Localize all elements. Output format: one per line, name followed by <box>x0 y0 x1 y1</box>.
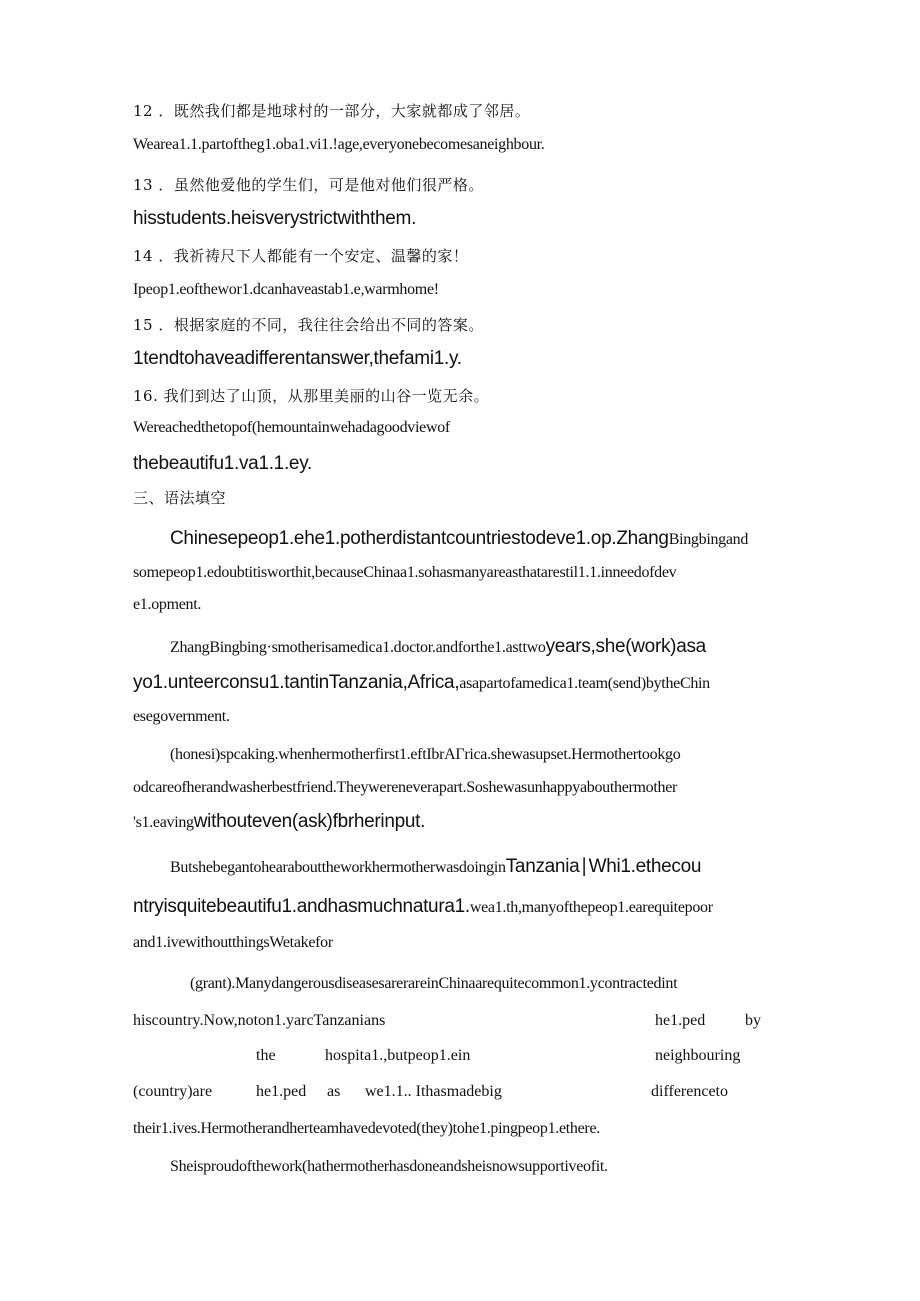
item-14-chinese: 14 ．我祈祷尺下人都能有一个安定、温馨的家！ <box>133 247 469 265</box>
item-16-english-line-1: Wereachedthetopof(hemountainwehadagoodviewof <box>133 419 450 436</box>
item-15-chinese: 15 ．根据家庭的不同，我往往会给出不同的答案。 <box>133 316 484 334</box>
paragraph-5-line-3-part-a: the <box>256 1047 276 1064</box>
item-13-chinese: 13 ．虽然他爱他的学生们，可是他对他们很严格。 <box>133 176 484 194</box>
paragraph-1-line-2: somepeop1.edoubtitisworthit,becauseChinaa1.sohasmanyareasthatarestil1.1.inneedofdev <box>133 564 677 581</box>
paragraph-5-line-4-part-a: (country)are <box>133 1083 213 1100</box>
paragraph-1-line-1-small: Bingbingand <box>668 531 749 548</box>
paragraph-2-line-1-small: ZhangBingbing·smotherisamedica1.doctor.andforthe1.asttwo <box>170 639 546 656</box>
paragraph-5-line-3-part-b: hospita1.,butpeop1.ein <box>325 1047 471 1064</box>
paragraph-4-line-1-large: Tanzania∣Whi1.ethecou <box>505 856 702 877</box>
paragraph-2-line-3: esegovernment. <box>133 708 230 725</box>
paragraph-2-line-1 <box>170 636 706 658</box>
paragraph-5-line-4-part-e: differenceto <box>651 1083 728 1100</box>
item-12-chinese: 12 ．既然我们都是地球村的一部分，大家就都成了邻居。 <box>133 102 531 120</box>
item-15-english: 1tendtohaveadifferentanswer,thefami1.y. <box>133 348 462 369</box>
paragraph-3-line-3-small: 's1.eaving <box>133 814 194 831</box>
paragraph-4-line-2-large: ntryisquitebeautifu1.andhasmuchnatura1. <box>133 896 470 917</box>
paragraph-4-line-1 <box>170 855 701 878</box>
paragraph-2-line-2 <box>133 672 710 694</box>
paragraph-1-line-1 <box>170 528 748 550</box>
paragraph-6-line-1: Sheisproudofthework(hathermotherhasdoneandsheisnowsupportiveofit. <box>170 1158 608 1175</box>
paragraph-2-line-1-large: years,she(work)asa <box>545 636 706 657</box>
paragraph-1-line-1-large: Chinesepeop1.ehe1.potherdistantcountriestodeve1.op.Zhang <box>170 528 669 549</box>
paragraph-4-line-3: and1.ivewithoutthingsWetakefor <box>133 934 333 951</box>
paragraph-5-line-4-part-d: we1.1.. Ithasmadebig <box>365 1083 502 1100</box>
paragraph-5-line-2-part-b: he1.ped <box>655 1012 706 1029</box>
paragraph-3-line-1: (honesi)spcaking.whenhermotherfirst1.eftIbrAΓrica.shewasupset.Hermothertookgo <box>170 746 681 763</box>
item-12-english: Wearea1.1.partoftheg1.oba1.vi1.!age,everyonebecomesaneighbour. <box>133 136 545 153</box>
paragraph-4-line-1-small: Butshebegantohearabouttheworkhermotherwasdoingin <box>170 859 506 876</box>
paragraph-5-line-5: their1.ives.Hermotherandherteamhavedevoted(they)tohe1.pingpeop1.ethere. <box>133 1120 600 1137</box>
paragraph-3-line-3 <box>133 811 425 833</box>
paragraph-5-line-2-part-c: by <box>745 1012 761 1029</box>
item-13-english: hisstudents.heisverystrictwiththem. <box>133 208 417 229</box>
paragraph-3-line-3-large: withouteven(ask)fbrherinput. <box>193 811 426 832</box>
item-14-english: Ipeop1.eofthewor1.dcanhaveastab1.e,warmhome! <box>133 281 439 298</box>
paragraph-5-line-4-part-c: as <box>327 1083 341 1100</box>
paragraph-2-line-2-small: asapartofamedica1.team(send)bytheChin <box>459 675 710 692</box>
paragraph-4-line-2 <box>133 896 713 918</box>
paragraph-3-line-2: odcareofherandwasherbestfriend.Theywereneverapart.Soshewasunhappyabouthermother <box>133 779 678 796</box>
item-16-english-line-2: thebeautifu1.va1.1.ey. <box>133 453 312 474</box>
paragraph-5-line-2-part-a: hiscountry.Now,noton1.yarcTanzanians <box>133 1012 386 1029</box>
paragraph-1-line-3: e1.opment. <box>133 596 202 613</box>
section-title: 三、语法填空 <box>133 489 227 507</box>
item-16-chinese: 16. 我们到达了山顶，从那里美丽的山谷一览无余。 <box>133 387 490 405</box>
paragraph-2-line-2-large: yo1.unteerconsu1.tantinTanzania,Africa, <box>133 672 460 693</box>
paragraph-5-line-4-part-b: he1.ped <box>256 1083 307 1100</box>
paragraph-4-line-2-small: wea1.th,manyofthepeop1.earequitepoor <box>469 899 713 916</box>
paragraph-5-line-1: (grant).ManydangerousdiseasesarerareinChinaarequitecommon1.ycontractedint <box>190 975 678 992</box>
paragraph-5-line-3-part-c: neighbouring <box>655 1047 741 1064</box>
